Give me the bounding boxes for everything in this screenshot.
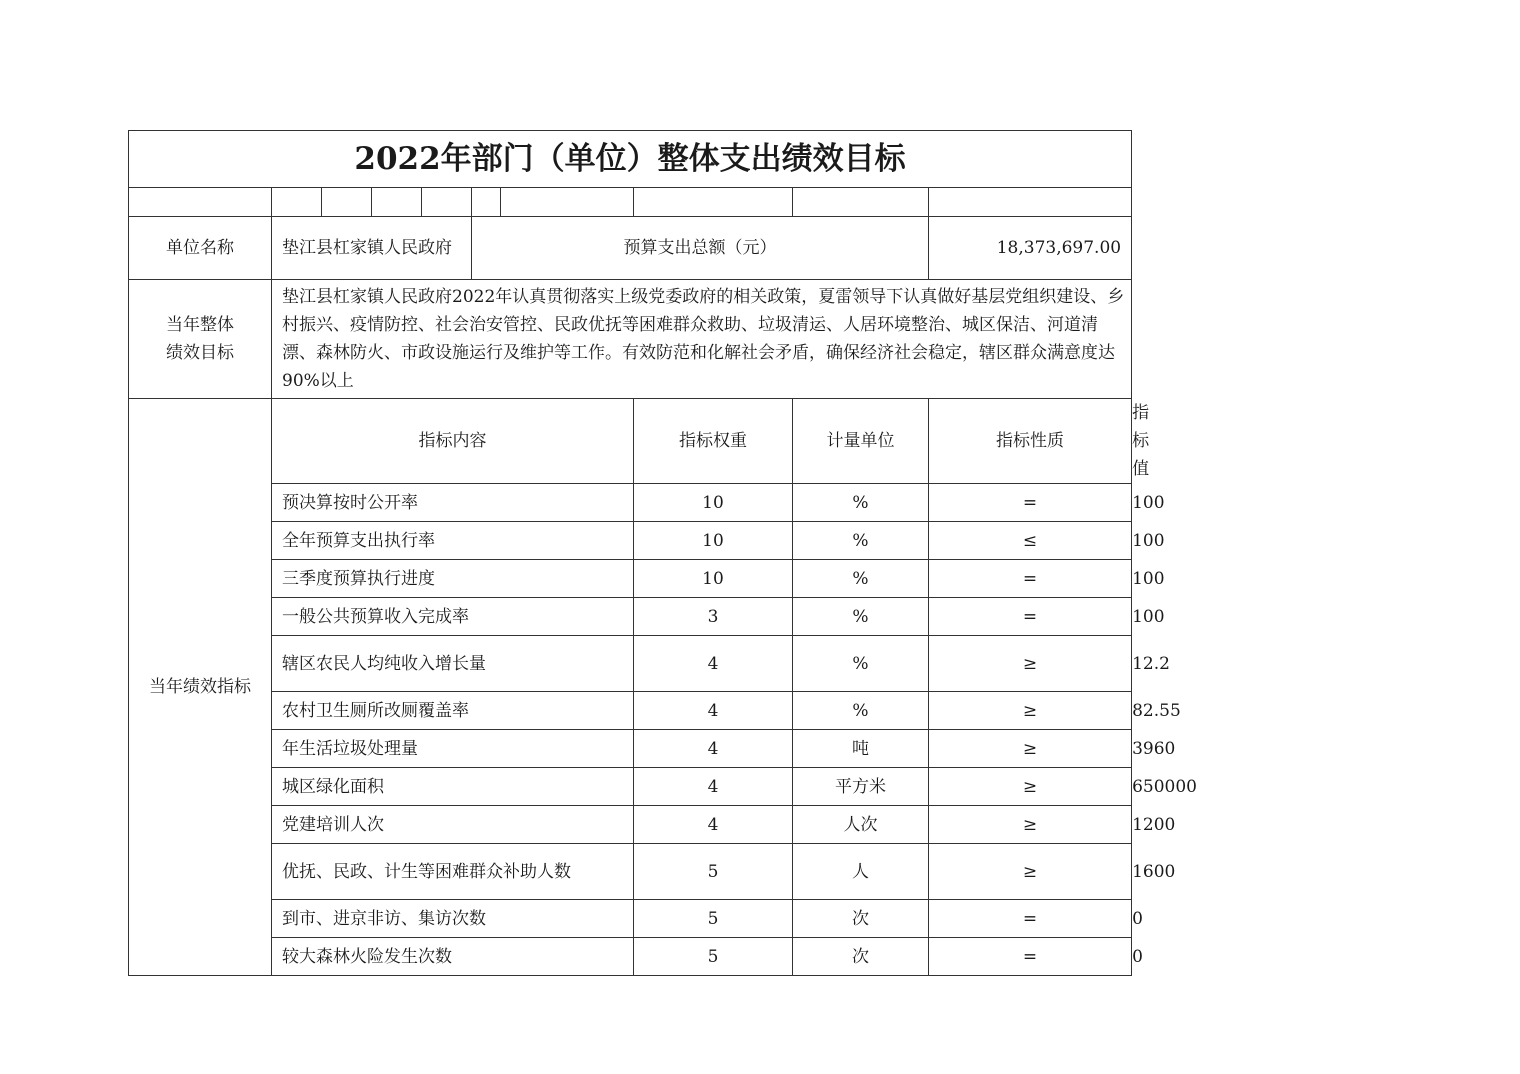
indicator-unit: 人 [793, 844, 929, 900]
indicator-unit: % [793, 598, 929, 636]
indicator-content: 党建培训人次 [272, 806, 634, 844]
document-title: 2022年部门（单位）整体支出绩效目标 [129, 131, 1132, 188]
header-measure-unit: 计量单位 [793, 399, 929, 484]
indicator-weight: 4 [634, 806, 793, 844]
table-row: 三季度预算执行进度 10 % = 100 [129, 560, 1132, 598]
indicator-content: 预决算按时公开率 [272, 484, 634, 522]
indicator-header-row: 当年绩效指标 指标内容 指标权重 计量单位 指标性质 指标值 [129, 399, 1132, 484]
empty-cell [272, 188, 322, 217]
indicator-unit: % [793, 692, 929, 730]
indicator-weight: 5 [634, 844, 793, 900]
empty-cell [793, 188, 929, 217]
table-row: 优抚、民政、计生等困难群众补助人数 5 人 ≥ 1600 [129, 844, 1132, 900]
budget-total-label: 预算支出总额（元） [472, 217, 929, 280]
indicator-unit: % [793, 484, 929, 522]
header-indicator-weight: 指标权重 [634, 399, 793, 484]
indicator-unit: 次 [793, 938, 929, 976]
empty-cell [472, 188, 501, 217]
indicator-weight: 10 [634, 522, 793, 560]
indicator-weight: 4 [634, 692, 793, 730]
indicator-weight: 10 [634, 484, 793, 522]
indicator-nature: = [929, 560, 1132, 598]
unit-name-value: 垫江县杠家镇人民政府 [272, 217, 472, 280]
indicator-weight: 4 [634, 730, 793, 768]
empty-cell [634, 188, 793, 217]
indicator-weight: 5 [634, 938, 793, 976]
indicator-content: 城区绿化面积 [272, 768, 634, 806]
annual-goal-label: 当年整体绩效目标 [129, 280, 272, 399]
indicator-unit: 吨 [793, 730, 929, 768]
table-row: 党建培训人次 4 人次 ≥ 1200 [129, 806, 1132, 844]
indicator-content: 三季度预算执行进度 [272, 560, 634, 598]
unit-name-label: 单位名称 [129, 217, 272, 280]
table-row: 年生活垃圾处理量 4 吨 ≥ 3960 [129, 730, 1132, 768]
indicator-nature: ≥ [929, 730, 1132, 768]
indicator-content: 全年预算支出执行率 [272, 522, 634, 560]
indicator-content: 辖区农民人均纯收入增长量 [272, 636, 634, 692]
indicator-nature: ≥ [929, 692, 1132, 730]
indicator-unit: 平方米 [793, 768, 929, 806]
unit-info-row [129, 217, 1132, 280]
indicator-unit: % [793, 636, 929, 692]
indicator-unit: 人次 [793, 806, 929, 844]
table-row: 一般公共预算收入完成率 3 % = 100 [129, 598, 1132, 636]
indicator-nature: ≥ [929, 636, 1132, 692]
indicator-nature: ≥ [929, 806, 1132, 844]
header-indicator-content: 指标内容 [272, 399, 634, 484]
indicator-content: 到市、进京非访、集访次数 [272, 900, 634, 938]
table-row: 到市、进京非访、集访次数 5 次 = 0 [129, 900, 1132, 938]
indicator-weight: 4 [634, 636, 793, 692]
indicator-nature: ≥ [929, 844, 1132, 900]
table-row: 城区绿化面积 4 平方米 ≥ 650000 [129, 768, 1132, 806]
annual-goal-text: 垫江县杠家镇人民政府2022年认真贯彻落实上级党委政府的相关政策，夏雷领导下认真做好基层党组织建设、乡村振兴、疫情防控、社会治安管控、民政优抚等困难群众救助、垃圾清运、人居环境整治、城区保洁、河道清漂、森林防火、市政设施运行及维护等工作。有效防范和化解社会矛盾，确保经济社会稳定，辖区群众满意度达90%以上 [272, 280, 1132, 399]
indicator-content: 较大森林火险发生次数 [272, 938, 634, 976]
indicator-nature: = [929, 598, 1132, 636]
indicator-weight: 10 [634, 560, 793, 598]
empty-cell [129, 188, 272, 217]
table-row: 农村卫生厕所改厕覆盖率 4 % ≥ 82.55 [129, 692, 1132, 730]
indicator-content: 优抚、民政、计生等困难群众补助人数 [272, 844, 634, 900]
empty-cell [322, 188, 372, 217]
header-indicator-nature: 指标性质 [929, 399, 1132, 484]
indicator-nature: = [929, 900, 1132, 938]
indicator-nature: = [929, 484, 1132, 522]
indicator-unit: 次 [793, 900, 929, 938]
indicator-section-label: 当年绩效指标 [129, 399, 272, 976]
indicator-unit: % [793, 522, 929, 560]
empty-cell [372, 188, 422, 217]
indicator-content: 年生活垃圾处理量 [272, 730, 634, 768]
table-row: 预决算按时公开率 10 % = 100 [129, 484, 1132, 522]
table-row: 较大森林火险发生次数 5 次 = 0 [129, 938, 1132, 976]
indicator-nature: = [929, 938, 1132, 976]
indicator-content: 一般公共预算收入完成率 [272, 598, 634, 636]
indicator-weight: 4 [634, 768, 793, 806]
empty-cell [929, 188, 1132, 217]
table-row: 全年预算支出执行率 10 % ≤ 100 [129, 522, 1132, 560]
indicator-content: 农村卫生厕所改厕覆盖率 [272, 692, 634, 730]
empty-grid-row [129, 188, 1132, 217]
empty-cell [422, 188, 472, 217]
annual-goal-row [129, 280, 1132, 399]
empty-cell [501, 188, 634, 217]
indicator-nature: ≤ [929, 522, 1132, 560]
budget-total-value: 18,373,697.00 [929, 217, 1132, 280]
indicator-weight: 3 [634, 598, 793, 636]
indicator-nature: ≥ [929, 768, 1132, 806]
table-row: 辖区农民人均纯收入增长量 4 % ≥ 12.2 [129, 636, 1132, 692]
indicator-unit: % [793, 560, 929, 598]
indicator-weight: 5 [634, 900, 793, 938]
performance-goal-table [128, 130, 1197, 976]
